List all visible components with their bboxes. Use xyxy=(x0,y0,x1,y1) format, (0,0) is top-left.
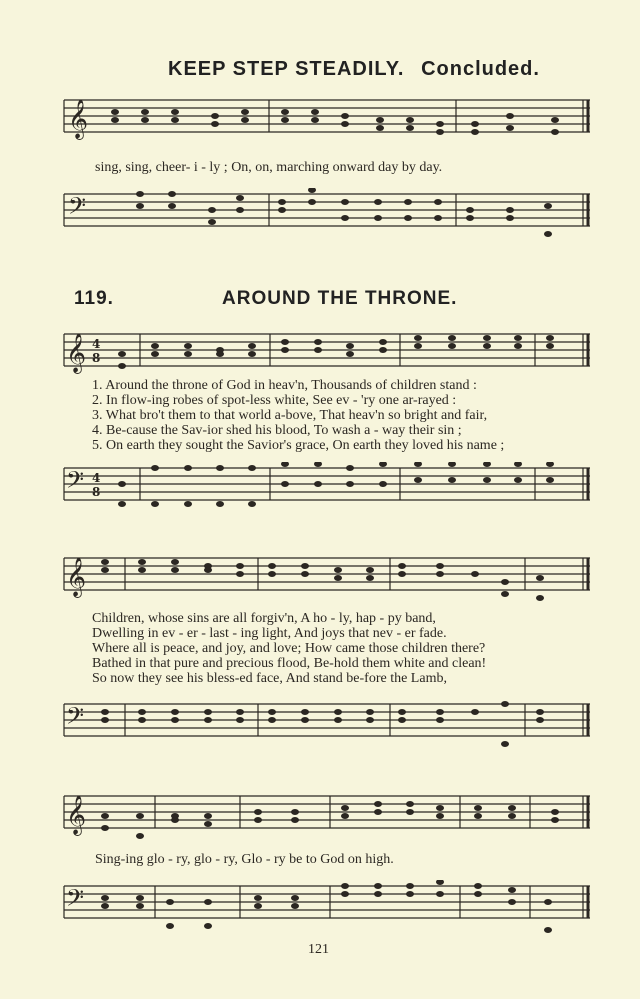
svg-text:𝄢: 𝄢 xyxy=(66,702,85,735)
staff-system-3-treble xyxy=(0,552,640,608)
svg-text:4: 4 xyxy=(92,471,101,485)
verse-line: So now they see his bless-ed face, And stand be-fore the Lamb, xyxy=(92,671,447,686)
svg-text:𝄢: 𝄢 xyxy=(68,192,87,225)
svg-text:𝄞: 𝄞 xyxy=(68,99,89,139)
svg-text:8: 8 xyxy=(92,485,101,499)
verse-line: Children, whose sins are all forgiv'n, A ho - ly, hap - py band, xyxy=(92,611,436,626)
svg-text:𝄢: 𝄢 xyxy=(66,466,85,499)
staff-system-1-treble xyxy=(0,94,640,144)
staff-system-2-bass xyxy=(0,462,640,524)
previous-hymn-suffix: Concluded. xyxy=(421,58,540,80)
staff-system-1-bass xyxy=(0,188,640,248)
staff-system-2-treble xyxy=(0,328,640,376)
svg-text:𝄞: 𝄞 xyxy=(66,333,87,373)
verse-line: Bathed in that pure and precious flood, Be-hold them white and clean! xyxy=(92,656,487,671)
previous-hymn-lyrics: sing, sing, cheer- i - ly ; On, on, marching onward day by day. xyxy=(95,160,443,175)
verse-line: 4. Be-cause the Sav-ior shed his blood, To wash a - way their sin ; xyxy=(92,423,462,438)
svg-text:𝄞: 𝄞 xyxy=(66,557,87,597)
verses-part-2 xyxy=(92,611,486,686)
verse-line: 1. Around the throne of God in heav'n, Thousands of children stand : xyxy=(92,378,477,393)
staff-system-3-bass xyxy=(0,698,640,758)
verse-line: 3. What bro't them to that world a-bove, That heav'n so bright and fair, xyxy=(92,408,488,423)
verse-line: Where all is peace, and joy, and love; How came those children there? xyxy=(92,641,486,656)
verse-line: 5. On earth they sought the Savior's grace, On earth they loved his name ; xyxy=(92,438,505,453)
hymn-title: AROUND THE THRONE. xyxy=(222,288,458,309)
previous-hymn-title-text: KEEP STEP STEADILY. xyxy=(168,58,405,80)
staff-system-4-bass xyxy=(0,880,640,942)
svg-text:𝄞: 𝄞 xyxy=(66,795,87,835)
staff-system-4-treble xyxy=(0,790,640,846)
verse-line: Dwelling in ev - er - last - ing light, And joys that nev - er fade. xyxy=(92,626,447,641)
previous-hymn-title xyxy=(168,58,540,81)
svg-text:4: 4 xyxy=(92,337,101,351)
refrain-lyrics: Sing-ing glo - ry, glo - ry, Glo - ry be to God on high. xyxy=(95,852,394,867)
svg-text:𝄢: 𝄢 xyxy=(66,884,85,917)
verse-line: 2. In flow-ing robes of spot-less white, See ev - 'ry one ar-rayed : xyxy=(92,393,457,408)
hymn-number: 119. xyxy=(74,288,114,309)
page-number: 121 xyxy=(308,942,329,957)
svg-text:8: 8 xyxy=(92,351,101,365)
verses-part-1 xyxy=(92,378,504,453)
